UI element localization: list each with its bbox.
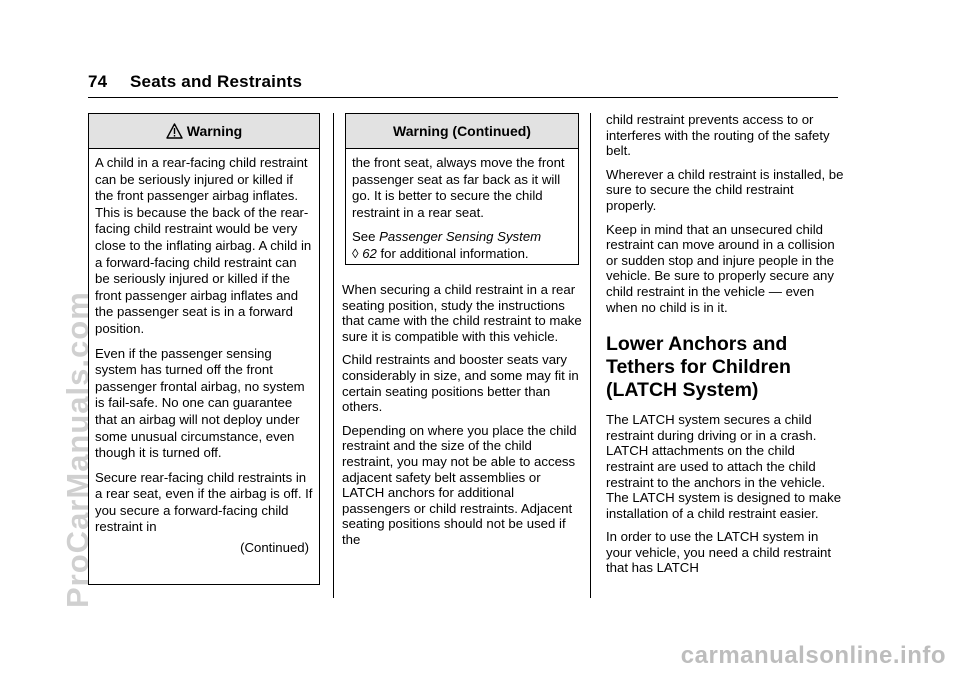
body-paragraph: Depending on where you place the child restraint and the size of the child restraint, you may not be able to access adjacent safety belt assemblies or LATCH anchors for additional passengers or child restraints. Adjacent seating positions should not be used if the xyxy=(342,422,577,547)
body-paragraph: In order to use the LATCH system in your vehicle, you need a child restraint that has LATCH xyxy=(606,529,832,576)
warning-triangle-icon xyxy=(166,117,183,151)
warning-continued-box xyxy=(345,113,579,265)
see-link[interactable]: Passenger Sensing System xyxy=(379,229,542,245)
section-title-header: Seats and Restraints xyxy=(130,72,303,91)
see-reference: See Passenger Sensing System ◊ 62 for additional information. xyxy=(352,229,542,261)
page-ref[interactable]: 62 xyxy=(362,245,377,261)
body-paragraph: child restraint prevents access to or interferes with the routing of the safety belt. xyxy=(606,112,830,159)
column-divider xyxy=(333,113,334,598)
warning-paragraph: Even if the passenger sensing system has turned off the front passenger frontal airbag, no system is fail-safe. No one can guarantee that an airbag will not deploy under some unusual circumstance, even though it is turned off. xyxy=(95,345,305,461)
warning-continued-header: Warning (Continued) xyxy=(346,114,578,149)
warning-paragraph: A child in a rear-facing child restraint can be seriously injured or killed if the front passenger airbag inflates. This is because the back of the rear-facing child restraint would be very close to the inflating airbag. A child in a forward-facing child restraint can be seriously injured or killed if the front passenger airbag inflates and the passenger seat is in a forward position. xyxy=(95,155,312,336)
column-2-text xyxy=(342,282,582,556)
page-number: 74 xyxy=(88,72,108,91)
body-paragraph: Wherever a child restraint is installed, be sure to secure the child restraint properly. xyxy=(606,166,844,213)
column-3-text xyxy=(606,112,844,584)
column-divider xyxy=(590,113,591,598)
section-heading: Lower Anchors and Tethers for Children (LATCH System) xyxy=(606,333,791,402)
continued-label: (Continued) xyxy=(240,540,309,556)
footer-watermark: carmanualsonline.info xyxy=(680,642,946,669)
body-paragraph: When securing a child restraint in a rear seating position, study the instructions that came with the child restraint to make sure it is compatible with this vehicle. xyxy=(342,282,582,344)
warning-paragraph: the front seat, always move the front passenger seat as far back as it will go. It is better to secure the child restraint in a rear seat. xyxy=(352,155,565,220)
warning-body xyxy=(89,149,319,557)
warning-title: Warning xyxy=(186,123,243,139)
warning-box xyxy=(88,113,320,585)
body-paragraph: The LATCH system secures a child restraint during driving or in a crash. LATCH attachments on the child restraint are used to attach the child restraint to the anchors in the vehicle. The LATCH system is designed to make installation of a child restraint easier. xyxy=(606,412,842,521)
side-watermark: ProCarManuals.com xyxy=(60,291,95,608)
warning-paragraph: Secure rear-facing child restraints in a rear seat, even if the airbag is off. If you secure a forward-facing child restraint in xyxy=(95,469,313,535)
warning-continued-body xyxy=(346,149,578,263)
page-header xyxy=(88,72,302,92)
header-divider xyxy=(88,97,838,98)
body-paragraph: Child restraints and booster seats vary considerably in size, and some may fit in certain seating positions better than others. xyxy=(342,352,579,415)
warning-header xyxy=(89,114,319,149)
body-paragraph: Keep in mind that an unsecured child restraint can move around in a collision or sudden stop and injure people in the vehicle. Be sure to properly secure any child restraint in the vehicle — even when no child is in it. xyxy=(606,221,835,315)
page-ref-icon: ◊ xyxy=(352,245,363,261)
